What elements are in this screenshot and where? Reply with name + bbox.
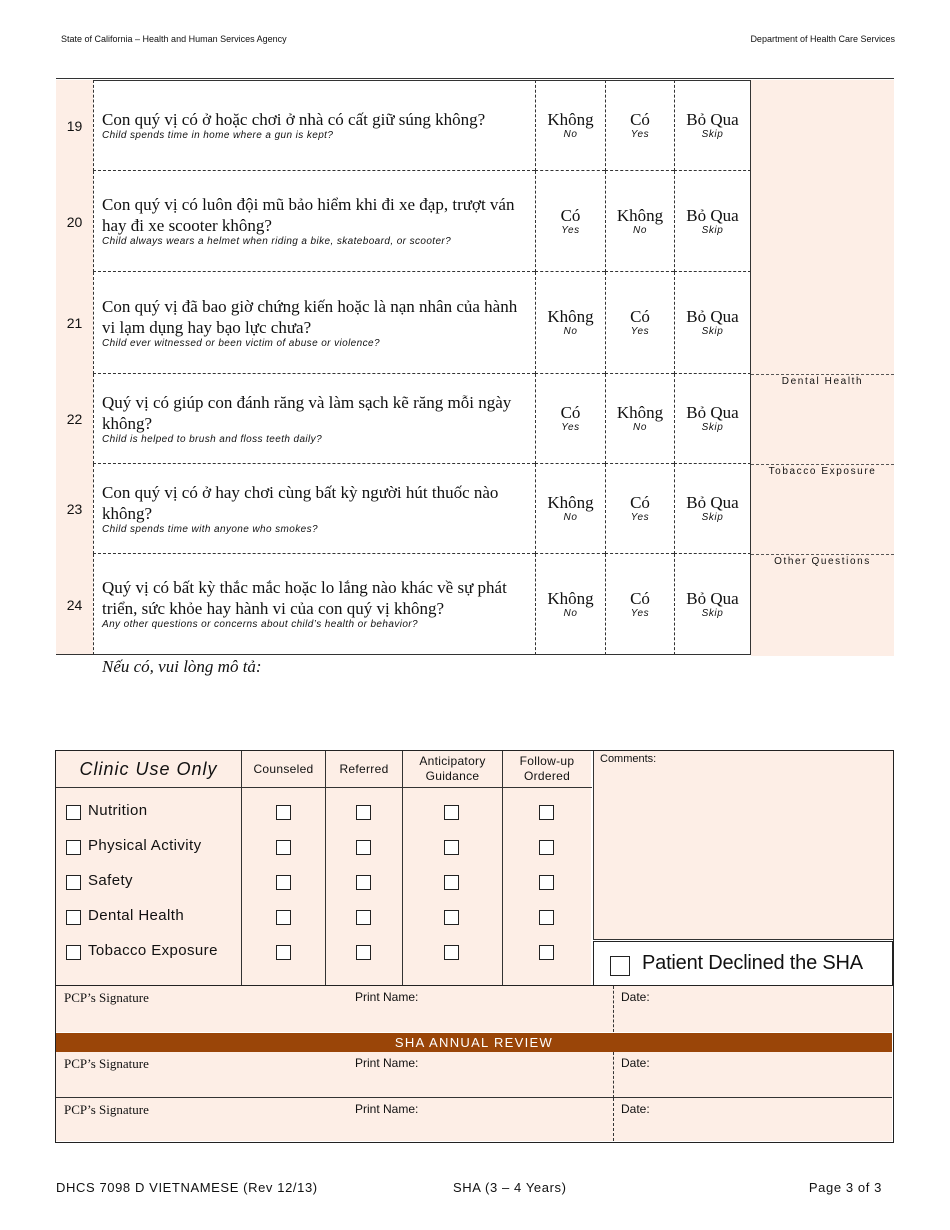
question-english: Child ever witnessed or been victim of abuse or violence?: [102, 337, 380, 349]
answer-option-skip[interactable]: [674, 374, 751, 464]
answer-en: Skip: [701, 129, 724, 140]
section-side-panel: [751, 464, 894, 555]
question-number: 20: [56, 171, 93, 272]
question-number: 21: [56, 272, 93, 374]
answer-en: No: [563, 607, 578, 619]
answer-option-skip[interactable]: [674, 80, 751, 171]
answer-vi: Bỏ Qua: [686, 205, 739, 225]
question-english: Child spends time in home where a gun is kept?: [102, 130, 334, 141]
clinic-use-title: Clinic Use Only: [79, 758, 218, 779]
anticipatory-guidance-checkbox[interactable]: [444, 840, 459, 855]
col-counseled: Counseled: [253, 761, 314, 776]
section-label-dental: Dental Health: [781, 376, 864, 387]
answer-vi: Có: [560, 403, 581, 422]
question-number: 19: [56, 80, 93, 171]
date-label: Date:: [621, 1102, 650, 1116]
comments-label: Comments:: [600, 753, 657, 765]
anticipatory-guidance-checkbox[interactable]: [444, 910, 459, 925]
answer-en: Yes: [630, 607, 650, 619]
topic-checkbox-safety[interactable]: [66, 875, 81, 890]
answer-vi: Có: [560, 205, 581, 225]
answer-en: Yes: [561, 422, 580, 433]
print-name-label: Print Name:: [355, 1102, 419, 1116]
question-text: [93, 171, 535, 272]
answer-option-1[interactable]: [535, 272, 605, 374]
annual-review-bar: SHA ANNUAL REVIEW: [56, 1033, 892, 1052]
answer-en: Skip: [701, 512, 724, 523]
answer-vi: Không: [547, 307, 594, 326]
answer-option-skip[interactable]: [674, 171, 751, 272]
agency-header: State of California – Health and Human Services Agency: [61, 34, 287, 44]
topic-checkbox-physical-activity[interactable]: [66, 840, 81, 855]
answer-vi: Bỏ Qua: [686, 588, 739, 608]
grid-line: [241, 751, 242, 985]
question-text: [93, 272, 535, 374]
question-row-21: [56, 272, 894, 374]
anticipatory-guidance-checkbox[interactable]: [444, 805, 459, 820]
answer-en: Skip: [701, 224, 724, 236]
answer-option-1[interactable]: [535, 171, 605, 272]
answer-vi: Không: [616, 205, 664, 225]
form-id: DHCS 7098 D VIETNAMESE (Rev 12/13): [56, 1180, 318, 1195]
pcp-signature-label: PCP’s Signature: [64, 1102, 149, 1117]
question-vietnamese: Quý vị có giúp con đánh răng và làm sạch kẽ răng mỗi ngày không?: [102, 392, 512, 433]
answer-en: Yes: [561, 224, 580, 236]
section-side-panel: [751, 80, 894, 171]
question-english: Child is helped to brush and floss teeth daily?: [102, 433, 323, 445]
referred-checkbox[interactable]: [356, 805, 371, 820]
topic-label-tobacco-exposure: Tobacco Exposure: [88, 942, 218, 959]
follow-up-checkbox[interactable]: [539, 805, 554, 820]
grid-line: [402, 751, 403, 985]
answer-en: No: [563, 326, 578, 337]
grid-line: [613, 986, 614, 1032]
question-vietnamese: Quý vị có bất kỳ thắc mắc hoặc lo lắng nào khác về sự phát triển, sức khỏe hay hành vi của con quý vị không?: [102, 578, 507, 618]
answer-en: Skip: [701, 607, 724, 619]
top-divider: [56, 78, 894, 79]
section-label-other: Other Questions: [774, 556, 871, 567]
answer-vi: Không: [547, 493, 594, 512]
answer-option-1[interactable]: [535, 464, 605, 554]
follow-up-checkbox[interactable]: [539, 910, 554, 925]
follow-up-checkbox[interactable]: [539, 945, 554, 960]
topic-label-dental-health: Dental Health: [88, 907, 185, 924]
answer-option-1[interactable]: [535, 554, 605, 655]
answer-option-skip[interactable]: [674, 554, 751, 655]
counseled-checkbox[interactable]: [276, 805, 291, 820]
pcp-signature-label: PCP’s Signature: [64, 990, 149, 1005]
describe-prompt: Nếu có, vui lòng mô tả:: [102, 657, 262, 676]
question-vietnamese: Con quý vị có ở hoặc chơi ở nhà có cất giữ súng không?: [102, 110, 486, 129]
answer-en: No: [633, 224, 647, 236]
answer-option-2[interactable]: [605, 374, 674, 464]
question-english: Child always wears a helmet when riding a bike, skateboard, or scooter?: [102, 236, 452, 247]
answer-vi: Bỏ Qua: [686, 307, 739, 326]
counseled-checkbox[interactable]: [276, 945, 291, 960]
patient-declined-label: Patient Declined the SHA: [642, 952, 863, 974]
section-side-panel: [751, 272, 894, 374]
col-anticipatory-guidance: Anticipatory Guidance: [419, 754, 486, 783]
grid-line: [325, 751, 326, 985]
form-name: SHA (3 – 4 Years): [453, 1180, 567, 1195]
question-text: [93, 80, 535, 171]
question-row-23: [56, 464, 894, 554]
answer-en: Skip: [701, 326, 724, 337]
question-number: 24: [56, 554, 93, 655]
answer-vi: Bỏ Qua: [686, 110, 739, 129]
answer-option-2[interactable]: [605, 272, 674, 374]
pcp-signature-label: PCP’s Signature: [64, 1056, 149, 1071]
print-name-label: Print Name:: [355, 990, 419, 1004]
grid-line: [56, 787, 592, 788]
referred-checkbox[interactable]: [356, 875, 371, 890]
question-row-19: [56, 80, 894, 171]
answer-vi: Không: [547, 588, 594, 608]
anticipatory-guidance-checkbox[interactable]: [444, 875, 459, 890]
section-side-panel: [751, 374, 894, 465]
referred-checkbox[interactable]: [356, 945, 371, 960]
answer-en: Skip: [701, 422, 724, 433]
answer-vi: Có: [630, 307, 650, 326]
col-referred: Referred: [339, 761, 389, 776]
question-text: [93, 554, 535, 655]
section-label-tobacco: Tobacco Exposure: [768, 466, 877, 477]
question-row-22: [56, 374, 894, 464]
col-follow-up-ordered: Follow-up Ordered: [519, 754, 575, 783]
grid-line: [502, 751, 503, 985]
question-text: [93, 374, 535, 464]
department-header: Department of Health Care Services: [750, 34, 895, 44]
signature-row: [56, 986, 892, 1032]
question-row-24: [56, 554, 894, 655]
answer-en: Yes: [630, 326, 650, 337]
referred-checkbox[interactable]: [356, 840, 371, 855]
section-side-panel: [751, 171, 894, 272]
answer-option-2[interactable]: [605, 464, 674, 554]
signature-row: [56, 1052, 892, 1098]
answer-option-skip[interactable]: [674, 464, 751, 554]
clinic-use-box: [55, 750, 894, 1143]
signature-row: [56, 1098, 892, 1141]
date-label: Date:: [621, 1056, 650, 1070]
question-number: 22: [56, 374, 93, 464]
patient-declined-checkbox[interactable]: [610, 956, 630, 976]
answer-vi: Bỏ Qua: [686, 403, 739, 422]
print-name-label: Print Name:: [355, 1056, 419, 1070]
referred-checkbox[interactable]: [356, 910, 371, 925]
page-number: Page 3 of 3: [808, 1180, 882, 1195]
question-vietnamese: Con quý vị đã bao giờ chứng kiến hoặc là nạn nhân của hành vi lạm dụng hay bạo lực chưa?: [102, 296, 518, 337]
topic-checkbox-dental-health[interactable]: [66, 910, 81, 925]
answer-en: Yes: [630, 512, 650, 523]
date-label: Date:: [621, 990, 650, 1004]
grid-line: [613, 1098, 614, 1141]
counseled-checkbox[interactable]: [276, 840, 291, 855]
answer-option-2[interactable]: [605, 171, 674, 272]
answer-vi: Có: [630, 588, 650, 608]
topic-label-safety: Safety: [88, 872, 133, 889]
counseled-checkbox[interactable]: [276, 910, 291, 925]
question-english: Any other questions or concerns about child’s health or behavior?: [102, 619, 418, 630]
anticipatory-guidance-checkbox[interactable]: [444, 945, 459, 960]
topic-label-physical-activity: Physical Activity: [88, 837, 202, 854]
answer-option-2[interactable]: [605, 80, 674, 171]
question-english: Child spends time with anyone who smokes?: [102, 523, 318, 535]
answer-en: No: [633, 422, 647, 433]
section-side-panel: [751, 554, 894, 656]
follow-up-checkbox[interactable]: [539, 875, 554, 890]
answer-en: No: [563, 512, 578, 523]
answer-vi: Không: [547, 110, 594, 129]
answer-vi: Có: [630, 493, 650, 512]
answer-en: No: [563, 129, 578, 140]
patient-declined-box: [593, 941, 893, 986]
answer-option-1[interactable]: [535, 80, 605, 171]
question-number: 23: [56, 464, 93, 554]
topic-checkbox-nutrition[interactable]: [66, 805, 81, 820]
row-bottom-rule: [56, 654, 95, 655]
answer-en: Yes: [630, 129, 650, 140]
question-row-20: [56, 171, 894, 272]
topic-checkbox-tobacco-exposure[interactable]: [66, 945, 81, 960]
topic-label-nutrition: Nutrition: [88, 802, 148, 819]
question-vietnamese: Con quý vị có ở hay chơi cùng bất kỳ người hút thuốc nào không?: [102, 482, 499, 523]
answer-option-2[interactable]: [605, 554, 674, 655]
comments-field[interactable]: [593, 751, 893, 940]
answer-vi: Bỏ Qua: [686, 493, 739, 512]
question-vietnamese: Con quý vị có luôn đội mũ bảo hiểm khi đi xe đạp, trượt ván hay đi xe scooter không?: [102, 195, 515, 235]
counseled-checkbox[interactable]: [276, 875, 291, 890]
answer-option-skip[interactable]: [674, 272, 751, 374]
grid-line: [613, 1052, 614, 1098]
answer-vi: Có: [630, 110, 650, 129]
follow-up-checkbox[interactable]: [539, 840, 554, 855]
answer-vi: Không: [616, 403, 664, 422]
question-text: [93, 464, 535, 554]
answer-option-1[interactable]: [535, 374, 605, 464]
